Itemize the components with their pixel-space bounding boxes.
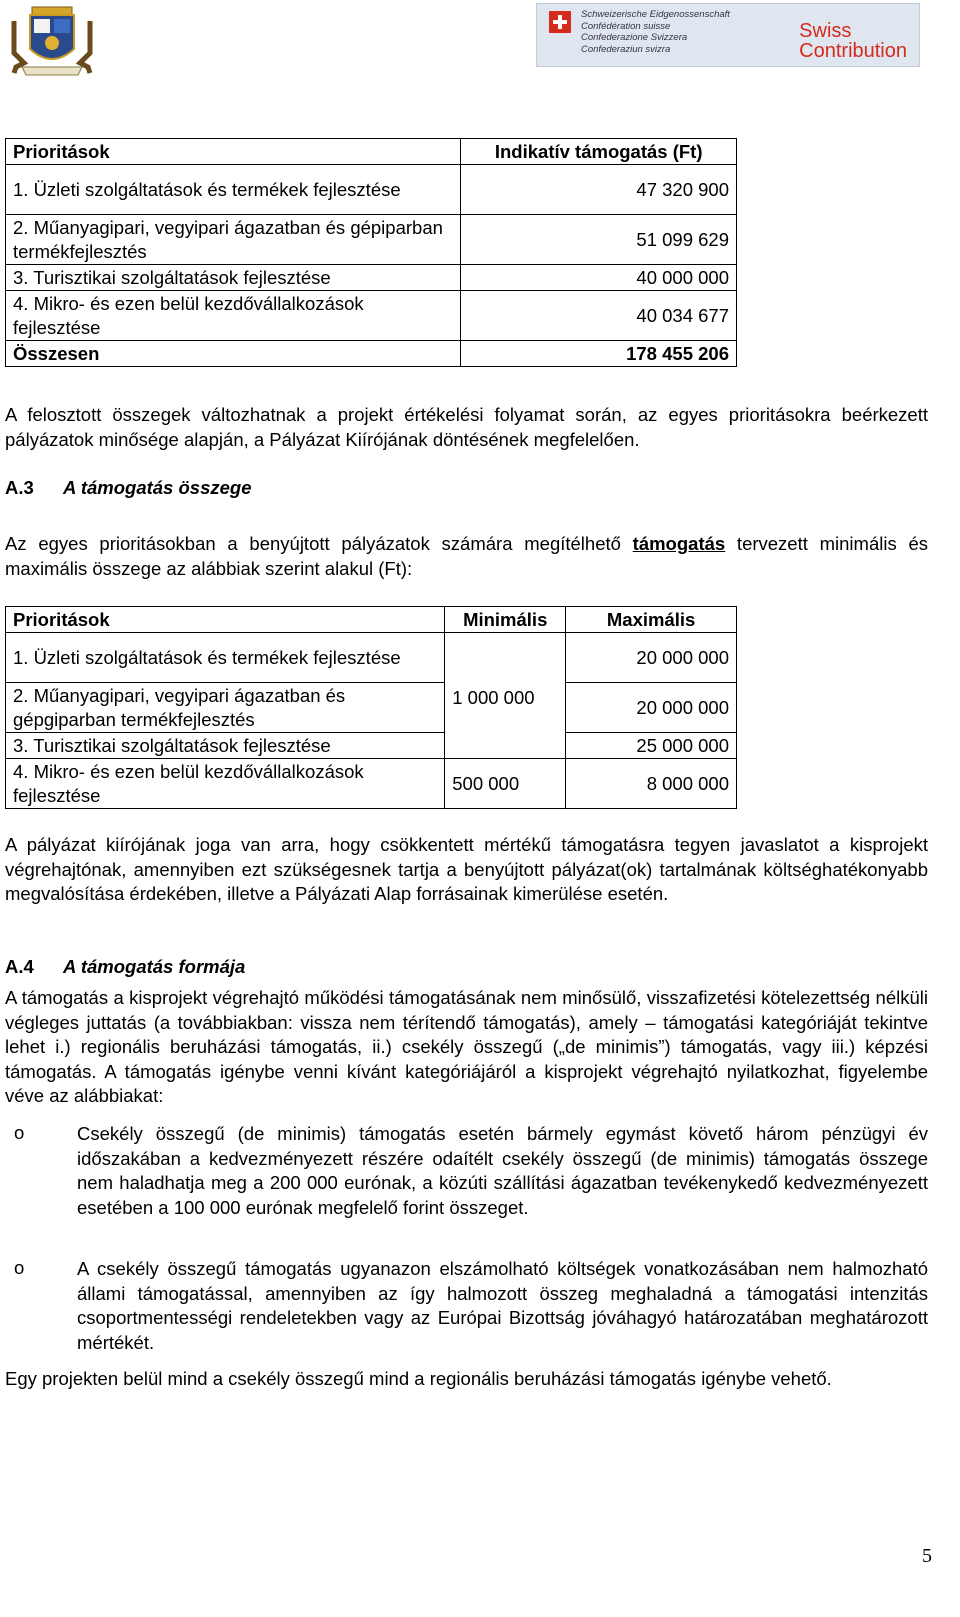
bullet-marker: o [14, 1257, 25, 1278]
table-cell-amount: 47 320 900 [461, 165, 737, 215]
page-number: 5 [922, 1545, 932, 1567]
table-cell-priority: 2. Műanyagipari, vegyipari ágazatban és gépiparban termékfejlesztés [6, 215, 461, 265]
table-header-max: Maximális [566, 607, 737, 633]
swiss-confederation-names [581, 9, 730, 55]
table-cell-priority: 1. Üzleti szolgáltatások és termékek fejlesztése [6, 165, 461, 215]
allocation-note: A felosztott összegek változhatnak a projekt értékelési folyamat során, az egyes prioritásokra beérkezett pályázatok minősége alapján, a Pályázat Kiírójának döntésének megfelelően. [5, 404, 928, 450]
section-number: A.3 [5, 477, 34, 498]
section-heading-a4 [5, 956, 245, 978]
table-total-label: Összesen [6, 341, 461, 367]
table-header-priorities: Prioritások [6, 607, 445, 633]
table-cell-shared-min: 1 000 000 [445, 633, 566, 759]
swiss-contribution-logo [536, 3, 920, 67]
section-title: A támogatás összege [63, 477, 252, 498]
table-cell-priority: 2. Műanyagipari, vegyipari ágazatban és gépgiparban termékfejlesztés [6, 683, 445, 733]
swiss-flag-icon [549, 11, 571, 33]
emphasized-term: támogatás [632, 533, 726, 554]
swiss-name-line: Schweizerische Eidgenossenschaft [581, 9, 730, 20]
table-cell-amount: 40 034 677 [461, 291, 737, 341]
min-max-support-table [5, 606, 737, 809]
indicative-support-table [5, 138, 737, 367]
swiss-name-line: Confederazione Svizzera [581, 32, 688, 43]
table-cell-amount: 51 099 629 [461, 215, 737, 265]
table-cell-max: 25 000 000 [566, 733, 737, 759]
table-cell-max: 20 000 000 [566, 683, 737, 733]
bullet-text: Csekély összegű (de minimis) támogatás esetén bármely egymást követő három pénzügyi év időszakában a kedvezményezett részére odaítélt csekély összegű (de minimis) támogatás összege nem haladhatja meg a 200 000 eurónak, a közúti szállítási ágazatban tevékenykedő kedvezményezett esetében a 100 000 eurónak megfelelő forint összeget. [77, 1123, 928, 1218]
table-header-min: Minimális [445, 607, 566, 633]
intro-text: Az egyes prioritásokban a benyújtott pályázatok számára megítélhető [5, 533, 633, 554]
support-form-paragraph: A támogatás a kisprojekt végrehajtó működési támogatásának nem minősülő, visszafizetési kötelezettség nélküli végleges juttatás (a továbbiakban: vissza nem térítendő támogatás), amely – támogatási kategóriáját tekintve lehet i.) regionális beruházási támogatás, ii.) csekély összegű („de minimis”) támogatás, vagy iii.) képzési támogatás. A támogatás igénybe venni kívánt kategóriájáról a kisprojekt végrehajtó nyilatkozhat, figyelembe véve az alábbiakat: [5, 987, 928, 1107]
bullet-marker: o [14, 1122, 25, 1143]
table-cell-priority: 4. Mikro- és ezen belül kezdővállalkozások fejlesztése [6, 759, 445, 809]
table-cell-amount: 40 000 000 [461, 265, 737, 291]
section-heading-a3 [5, 477, 252, 499]
table-cell-priority: 3. Turisztikai szolgáltatások fejlesztése [6, 733, 445, 759]
table-cell-priority: 4. Mikro- és ezen belül kezdővállalkozások fejlesztése [6, 291, 461, 341]
coat-of-arms-logo [4, 3, 100, 79]
section-number: A.4 [5, 956, 34, 977]
swiss-wordmark-line2: Contribution [799, 40, 907, 62]
table-header-amount: Indikatív támogatás (Ft) [461, 139, 737, 165]
intro-text: tervezett minimális és maximális összege az alábbiak szerint alakul (Ft): [5, 533, 928, 579]
table-cell-priority: 3. Turisztikai szolgáltatások fejlesztése [6, 265, 461, 291]
closing-paragraph: Egy projekten belül mind a csekély összegű mind a regionális beruházási támogatás igénybe vehető. [5, 1368, 832, 1389]
swiss-wordmark-line1: Swiss [799, 20, 852, 42]
table-cell-max: 8 000 000 [566, 759, 737, 809]
section-title: A támogatás formája [63, 956, 246, 977]
table-cell-min: 500 000 [445, 759, 566, 809]
table-cell-priority: 1. Üzleti szolgáltatások és termékek fejlesztése [6, 633, 445, 683]
swiss-contribution-wordmark [799, 21, 907, 61]
support-amount-intro [5, 532, 928, 581]
bullet-text: A csekély összegű támogatás ugyanazon elszámolható költségek vonatkozásában nem halmozható állami támogatással, amennyiben az így halmozott összeg meghaladná a támogatási intenzitás csoportmentességi rendeletekben vagy az Európai Bizottság jóváhagyó határozatában meghatározott mértékét. [77, 1258, 928, 1353]
swiss-name-line: Confederaziun svizra [581, 43, 671, 55]
table-total-amount: 178 455 206 [461, 341, 737, 367]
reduced-support-paragraph: A pályázat kiírójának joga van arra, hogy csökkentett mértékű támogatásra tegyen javaslatot a kisprojekt végrehajtónak, amennyiben ezt szükségesnek tartja a benyújtott pályázat(ok) tartalmának költséghatékonyabb megvalósítása érdekében, illetve a Pályázati Alap forrásainak kimerülése esetén. [5, 834, 928, 905]
table-cell-max: 20 000 000 [566, 633, 737, 683]
swiss-name-line: Confédération suisse [581, 20, 671, 32]
table-header-priorities: Prioritások [6, 139, 461, 165]
